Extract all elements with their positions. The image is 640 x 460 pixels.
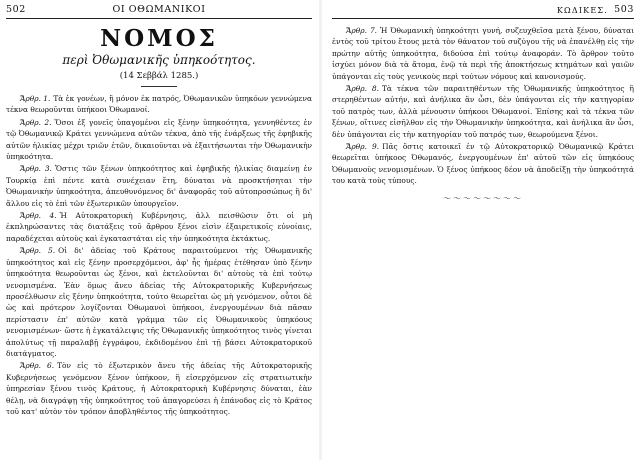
article-3 (6, 163, 312, 209)
article-4 (6, 210, 312, 244)
article-label: Ἄρθρ. 2. (20, 117, 52, 127)
right-running-head (332, 4, 634, 19)
article-1 (6, 93, 312, 116)
article-5 (6, 245, 312, 359)
article-label: Ἄρθρ. 3. (20, 164, 52, 174)
left-page-number: 502 (6, 4, 26, 15)
article-text: Τὸν εἰς τὸ ἐξωτερικὸν ἄνευ τῆς ἀδείας τῆς Αὐτοκρατορικῆς Κυβερνήσεως γενόμενον ξένον ὑπήκοον, ἢ εἰσερχόμενον εἰς στρατιωτικὴν ὑπηρεσίαν ξένου τινὸς Κράτους, ἡ Αὐτοκρατορικὴ Κυβέρνησις δύναται, ἐὰν θέλῃ, νὰ διαγράψῃ τῆς ὑπηκοότητος τοῦ ἀπαγορεύσει ἡ ἐπάνοδος εἰς τὸ Κράτος τοῦ κατ' αὐτὸν τὸν τρόπον ἀποβληθέντος τῆς ὑπηκοότητος. (6, 361, 312, 416)
article-text: Ὅστις τῶν ξένων ὑπηκοότητος καὶ ἐφηβικῆς ἡλικίας διαμείνῃ ἐν Τουρκίᾳ ἐπὶ πέντε κατὰ συνέχειαν ἔτη, δύναται νὰ προσκτήσηται τὴν Ὀθωμανικὴν ὑπηκοότητα, ἀπευθυνόμενος δι' ἀναφορᾶς τοῦ αὐτοπροσώπως ἢ δι' ἄλλου εἰς τὸ ἐπὶ τῶν ἐξωτερικῶν ὑπουργεῖον. (6, 164, 312, 208)
article-text: Ὅσοι ἐξ γονεῖς ὑπαγομένοι εἰς ξένην ὑπηκοότητα, γεννηθέντες ἐν τῷ Ὀθωμανικῷ Κράτει γεννώμενα αὐτῶν τέκνα, ἀπὸ τῆς ἐνάρξεως τῆς ἐφηβικῆς αὐτῶν ἡλικίας μέχρι τριῶν ἐτῶν, δικαιοῦνται νὰ ἐξαιτήσωνται τὴν Ὀθωμανικὴν ὑπηκοότητα. (6, 117, 312, 162)
article-text: Τὰ ἐκ γονέων, ἢ μόνον ἐκ πατρός, Ὀθωμανικῶν ὑπηκόων γεννώμενα τέκνα θεωροῦνται ὑπήκοοι Ὀθωμανοί. (6, 94, 312, 115)
article-label: Ἄρθρ. 1. (20, 94, 51, 103)
law-date: (14 Σεββάλ 1285.) (119, 71, 199, 81)
right-page (322, 0, 640, 460)
right-running-title: ΚΩΔΙΚΕΣ. (556, 6, 608, 15)
left-running-head (6, 4, 312, 19)
law-title: ΝΟΜΟΣ (100, 25, 218, 52)
article-label: Ἄρθρ. 5. (20, 246, 56, 256)
article-6 (6, 360, 312, 417)
right-page-number: 503 (614, 4, 634, 15)
article-text: Τὰ τέκνα τῶν παραιτηθέντων τῆς Ὀθωμανικῆς ὑπηκοότητος ἢ στερηθέντων αὐτήν, καὶ ἀνήλικα ἂν ὦσι, δὲν ὑπάγονται εἰς τὴν κατηγορίαν τοῦ πατρὸς των, ἀλλὰ μένουσιν ὑπήκοοι Ὀθωμανοί. Ἐπίσης καὶ τὰ τέκνα τῶν ξένων, οἵτινες εἰσῆλθον εἰς τὴν Ὀθωμανικὴν ὑπηκοότητα, καὶ ἀνήλικα ἂν ὦσι, δὲν ὑπάγονται εἰς τὴν κατηγορίαν τοῦ πατρός των, θεωρούμενα ξένοι. (332, 84, 634, 139)
left-running-title: ΟΙ ΟΘΩΜΑΝΙΚΟΙ (112, 4, 206, 15)
end-ornament: 〜〜〜〜〜〜〜〜 (443, 193, 523, 203)
article-label: Ἄρθρ. 8. (346, 84, 379, 94)
article-label: Ἄρθρ. 7. (346, 26, 378, 35)
article-8 (332, 83, 634, 140)
law-subtitle: περὶ Ὀθωμανικῆς ὑπηκοότητος. (62, 53, 256, 67)
article-text: Ἡ Αὐτοκρατορικὴ Κυβέρνησις, ἀλλ πεισθῶσιν ὅτι οἱ μὴ ἐκπληρώσαντες τὰς διατάξεις τοῦ ἄρθρου ξένοι εἰσὶν ἐξαιρετικοῖς εὐνοίαις, παραδέχεται αὐτοὺς καὶ ἐγκαταστάται εἰς τὴν ὑπηκοότητα ἐκτάκτως. (6, 211, 312, 243)
article-9 (332, 141, 634, 187)
article-label: Ἄρθρ. 9. (346, 142, 380, 152)
article-label: Ἄρθρ. 6. (20, 361, 55, 371)
article-2 (6, 117, 312, 163)
title-divider (141, 86, 177, 87)
article-text: Πᾶς ὅστις κατοικεῖ ἐν τῷ Αὐτοκρατορικῷ Ὀθωμανικῷ Κράτει θεωρεῖται ὑπήκοος Ὀθωμανός, ἐνεργουμένων ἐπ' αὐτοῦ τῶν εἰς ὑπηκόους Ὀθωμανοὺς νενομισμένων. Ὁ ξένος ὑπήκοος δέον νὰ ἀποδείξῃ τὴν ὑπηκοότητά του κατὰ τοὺς τύπους. (332, 142, 634, 186)
article-text: Ἡ Ὀθωμανικὴ ὑπηκοότητι γυνή, συζευχθεῖσα μετὰ ξένου, δύναται ἐντὸς τοῦ τρίτου ἔτους μετὰ τὸν θάνατον τοῦ συζύγου τῆς νὰ ἐπανέλθῃ εἰς τὴν πρώτην αὐτῆς ὑπηκοότητα, διδούσα ἐπὶ τούτῳ ἀναφοράν. Τὸ ἄρθρον τοῦτο ἰσχύει μόνον διὰ τὰ ἄτομα, ἐνῷ τὰ περὶ τῆς ἀποκτήσεως κτημάτων καὶ γαιῶν ὑπάγονται εἰς τοὺς γενικοὺς περὶ τούτων νόμους καὶ κανονισμούς. (332, 26, 634, 81)
article-text: Οἱ δι' ἀδείας τοῦ Κράτους παραιτούμενοι τὴς Ὀθωμανικῆς ὑπηκοότητος καὶ εἰς ξένην προσερχόμενοι, ἀφ' ἧς ἡμέρας ἐτέθησαν ὑπὸ ξένην ὑπηκοότητα θεωροῦνται ὡς ξένοι, καὶ ἐκτελοῦνται δι' αὐτοὺς τὰ ἐπὶ τούτῳ νενομισμένα. Ἐὰν ὅμως ἄνευ ἀδείας τῆς Αὐτοκρατορικῆς Κυβερνήσεως προσέλθωσιν εἰς ξένην ὑπηκοότητα, τούτο θεωρεῖται ὡς μὴ γενόμενον, οὗτοι δὲ ὡς καὶ πρότερον λογίζονται Ὀθωμανοὶ ὑπήκοοι, ἐνεργουμένων διὰ πᾶσαν περίστασιν ἐπ' αὐτῶν κατὰ γράμμα τῶν εἰς Ὀθωμανικοὺς ὑπηκόους νενομισμένων· ὥστε ἡ ἐγκατάλειψις τῆς Ὀθωμανικῆς ὑπηκοότητος τινὸς γίνεται ἀπολύτως τῇ παραλαβῇ ἐγγράφου, ἐκδιδομένου ἐπὶ τῇ βάσει Αὐτοκρατορικοῦ διατάγματος. (6, 246, 312, 358)
article-label: Ἄρθρ. 4. (20, 211, 57, 221)
article-7 (332, 25, 634, 82)
